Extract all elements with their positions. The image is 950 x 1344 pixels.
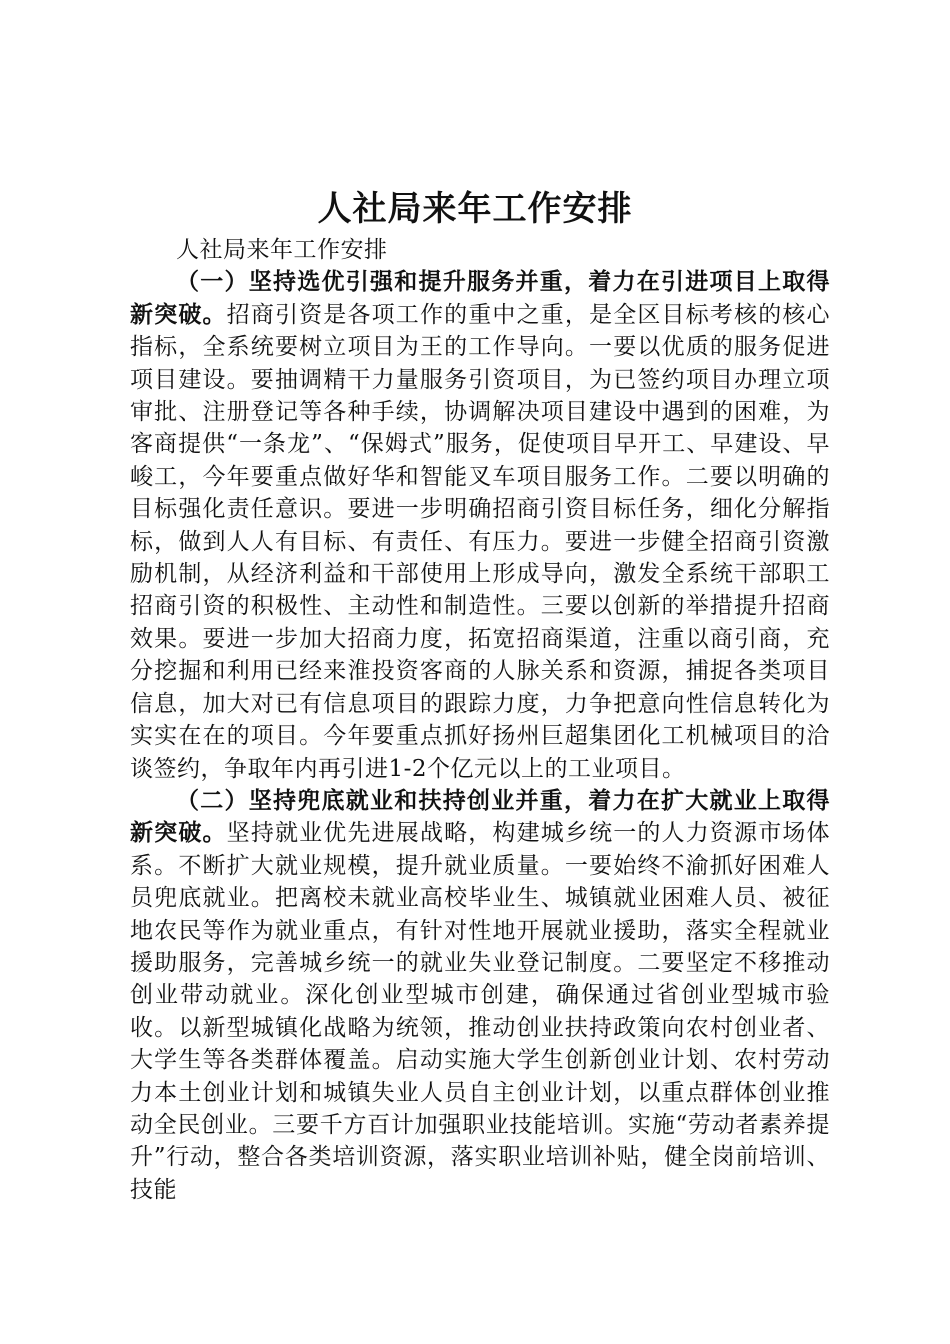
- section-1-heading: （一）坚持选优引强和提升服务并重，着力在引进项目上取得新突破。: [130, 269, 830, 328]
- section-paragraph-1: [130, 266, 830, 785]
- document-subtitle: 人社局来年工作安排: [176, 237, 388, 263]
- document-title: 人社局来年工作安排: [317, 189, 633, 229]
- section-2-heading: （二）坚持兜底就业和扶持创业并重，着力在扩大就业上取得新突破。: [130, 787, 830, 847]
- document-body: [130, 234, 830, 1206]
- section-1-body: 招商引资是各项工作的重中之重，是全区目标考核的核心指标，全系统要树立项目为王的工作导向。一要以优质的服务促进项目建设。要抽调精干力量服务引资项目，为已签约项目办理立项审批、注册登记等各种手续，协调解决项目建设中遇到的困难，为客商提供“一条龙”、“保姆式”服务，促使项目早开工、早建设、早峻工，今年要重点做好华和智能叉车项目服务工作。二要以明确的目标强化责任意识。要进一步明确招商引资目标任务，细化分解指标，做到人人有目标、有责任、有压力。要进一步健全招商引资激励机制，从经济利益和干部使用上形成导向，激发全系统干部职工招商引资的积极性、主动性和制造性。三要以创新的举措提升招商效果。要进一步加大招商力度，拓宽招商渠道，注重以商引商，充分挖掘和利用已经来淮投资客商的人脉关系和资源，捕捉各类项目信息，加大对已有信息项目的跟踪力度，力争把意向性信息转化为实实在在的项目。今年要重点抓好扬州巨超集团化工机械项目的洽谈签约，争取年内再引进1-2个亿元以上的工业项目。: [130, 301, 831, 782]
- section-paragraph-2: [130, 785, 830, 1206]
- section-2-body: 坚持就业优先进展战略，构建城乡统一的人力资源市场体系。不断扩大就业规模，提升就业质量。一要始终不渝抓好困难人员兜底就业。把离校未就业高校毕业生、城镇就业困难人员、被征地农民等作为就业重点，有针对性地开展就业援助，落实全程就业援助服务，完善城乡统一的就业失业登记制度。二要坚定不移推动创业带动就业。深化创业型城市创建，确保通过省创业型城市验收。以新型城镇化战略为统领，推动创业扶持政策向农村创业者、大学生等各类群体覆盖。启动实施大学生创新创业计划、农村劳动力本土创业计划和城镇失业人员自主创业计划，以重点群体创业推动全民创业。三要千方百计加强职业技能培训。实施“劳动者素养提升”行动，整合各类培训资源，落实职业培训补贴，健全岗前培训、技能: [130, 820, 831, 1203]
